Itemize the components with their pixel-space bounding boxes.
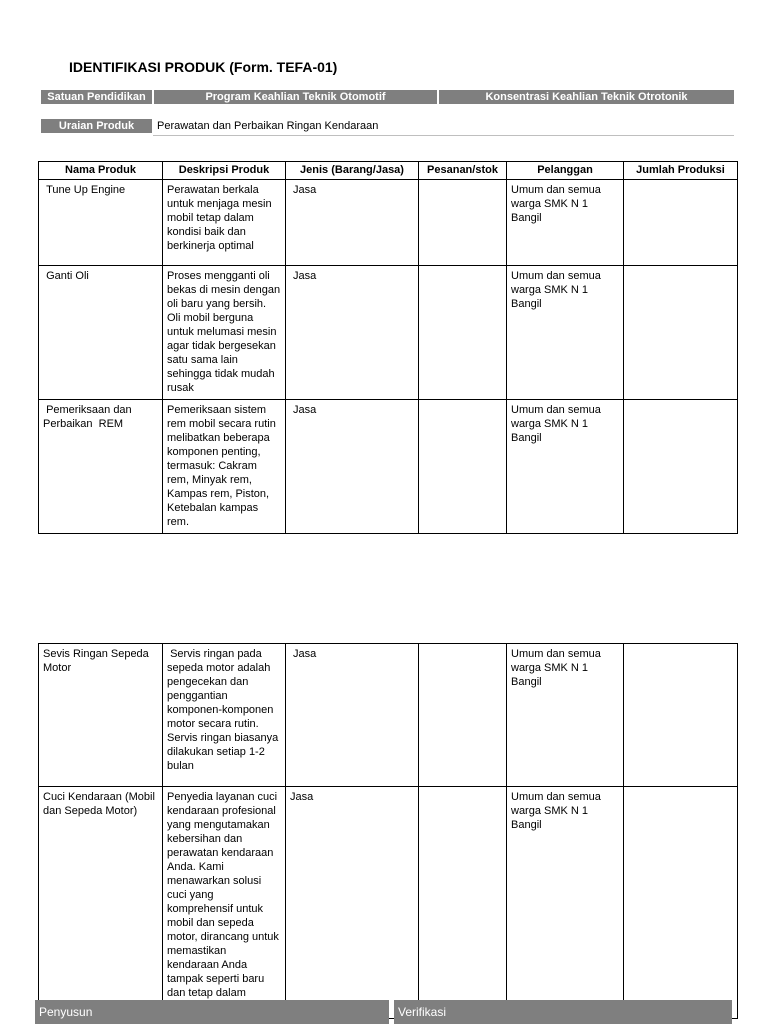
column-header-jumlah: Jumlah Produksi	[624, 162, 738, 180]
product-table-continued	[38, 643, 738, 1019]
penyusun-label: Penyusun	[35, 1000, 389, 1024]
table-row	[39, 787, 738, 1019]
column-header-pesanan: Pesanan/stok	[419, 162, 507, 180]
table-row	[39, 644, 738, 787]
cell-deskripsi: Pemeriksaan sistem rem mobil secara rutin melibatkan beberapa komponen penting, termasuk: Cakram rem, Minyak rem, Kampas rem, Piston, Ketebalan kampas rem.	[163, 400, 286, 534]
cell-nama: Pemeriksaan dan Perbaikan REM	[39, 400, 163, 534]
product-table	[38, 161, 738, 534]
cell-nama: Ganti Oli	[39, 266, 163, 400]
column-header-nama: Nama Produk	[39, 162, 163, 180]
cell-jenis: Jasa	[286, 644, 419, 787]
column-header-jenis: Jenis (Barang/Jasa)	[286, 162, 419, 180]
cell-pesanan	[419, 180, 507, 266]
table-header-row	[39, 162, 738, 180]
cell-nama: Sevis Ringan Sepeda Motor	[39, 644, 163, 787]
cell-pelanggan: Umum dan semua warga SMK N 1 Bangil	[507, 266, 624, 400]
cell-jumlah	[624, 266, 738, 400]
cell-pesanan	[419, 400, 507, 534]
form-title: IDENTIFIKASI PRODUK (Form. TEFA-01)	[69, 59, 338, 75]
cell-jumlah	[624, 180, 738, 266]
cell-jenis: Jasa	[286, 180, 419, 266]
cell-pesanan	[419, 644, 507, 787]
column-header-deskripsi: Deskripsi Produk	[163, 162, 286, 180]
uraian-produk-label: Uraian Produk	[41, 119, 152, 133]
cell-jumlah	[624, 400, 738, 534]
cell-jenis: Jasa	[286, 787, 419, 1019]
cell-deskripsi: Penyedia layanan cuci kendaraan profesional yang mengutamakan kebersihan dan perawatan kendaraan Anda. Kami menawarkan solusi cuci yang komprehensif untuk mobil dan sepeda motor, dirancang untuk memastikan kendaraan Anda tampak seperti baru dan tetap dalam	[163, 787, 286, 1019]
cell-jumlah	[624, 787, 738, 1019]
konsentrasi-keahlian-label: Konsentrasi Keahlian Teknik Otrotonik	[439, 90, 734, 104]
satuan-pendidikan-label: Satuan Pendidikan	[41, 90, 152, 104]
cell-deskripsi: Perawatan berkala untuk menjaga mesin mobil tetap dalam kondisi baik dan berkinerja optimal	[163, 180, 286, 266]
cell-deskripsi: Proses mengganti oli bekas di mesin dengan oli baru yang bersih. Oli mobil berguna untuk melumasi mesin agar tidak bergesekan satu sama lain sehingga tidak mudah rusak	[163, 266, 286, 400]
column-header-pelanggan: Pelanggan	[507, 162, 624, 180]
cell-deskripsi: Servis ringan pada sepeda motor adalah pengecekan dan penggantian komponen-komponen motor secara rutin. Servis ringan biasanya dilakukan setiap 1-2 bulan	[163, 644, 286, 787]
cell-pelanggan: Umum dan semua warga SMK N 1 Bangil	[507, 644, 624, 787]
cell-jumlah	[624, 644, 738, 787]
table-row	[39, 400, 738, 534]
cell-pesanan	[419, 266, 507, 400]
cell-pelanggan: Umum dan semua warga SMK N 1 Bangil	[507, 400, 624, 534]
program-keahlian-label: Program Keahlian Teknik Otomotif	[154, 90, 437, 104]
table-row	[39, 266, 738, 400]
uraian-produk-value: Perawatan dan Perbaikan Ringan Kendaraan	[153, 119, 734, 136]
cell-nama: Cuci Kendaraan (Mobil dan Sepeda Motor)	[39, 787, 163, 1019]
cell-nama: Tune Up Engine	[39, 180, 163, 266]
table-row	[39, 180, 738, 266]
cell-jenis: Jasa	[286, 400, 419, 534]
cell-pelanggan: Umum dan semua warga SMK N 1 Bangil	[507, 787, 624, 1019]
cell-pelanggan: Umum dan semua warga SMK N 1 Bangil	[507, 180, 624, 266]
cell-jenis: Jasa	[286, 266, 419, 400]
verifikasi-label: Verifikasi	[394, 1000, 732, 1024]
cell-pesanan	[419, 787, 507, 1019]
